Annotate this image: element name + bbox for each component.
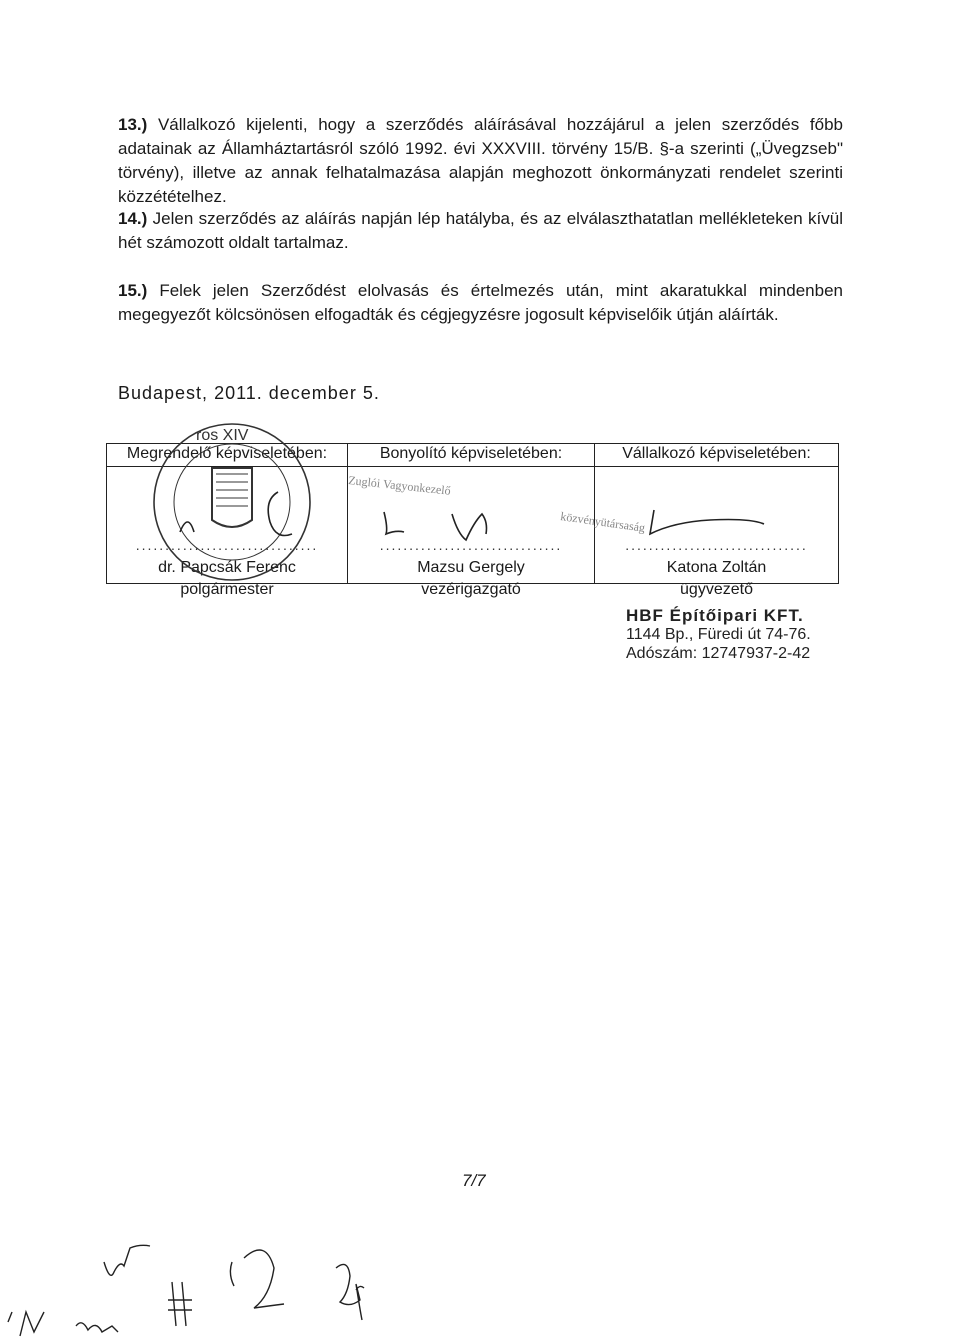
- svg-text:ros XIV: ros XIV: [196, 427, 249, 444]
- signer-title: vezérigazgató: [421, 581, 521, 598]
- signature-vallalkozo: [650, 510, 764, 534]
- paragraph-number: 13.): [118, 115, 148, 134]
- signer-name: dr. Papcsák Ferenc: [158, 559, 296, 576]
- company-name: HBF Építőipari KFT.: [626, 606, 804, 625]
- municipal-seal: [154, 424, 310, 580]
- company-stamp: [626, 606, 811, 663]
- company-tax-number: Adószám: 12747937-2-42: [626, 645, 811, 662]
- svg-text:közvényütársaság: közvényütársaság: [559, 509, 647, 535]
- signature-header-vallalkozo: Vállalkozó képviseletében:: [595, 444, 839, 467]
- paragraph-text: Vállalkozó kijelenti, hogy a szerződés aláírásával hozzájárul a jelen szerződés főbb adatainak az Államháztartásról szóló 1992. évi XXXVIII. törvény 15/B. §-a szerinti („Üvegzseb" törvény), illetve az annak felhatalmazása alapján meghozott önkormányzati rendelet szerinti közzétételhez.: [118, 115, 843, 206]
- initials-handwriting: [8, 1245, 364, 1336]
- signer-name: Mazsu Gergely: [417, 559, 525, 576]
- bonyolito-stamp: [348, 473, 452, 498]
- paragraph-text: Felek jelen Szerződést elolvasás és értelmezés után, mint akaratukkal mindenben megegyezőt kölcsönösen elfogadták és cégjegyzésre jogosult képviselőik útján aláírták.: [118, 281, 843, 324]
- svg-text:Zuglói Vagyonkezelő: Zuglói Vagyonkezelő: [347, 473, 452, 498]
- signature-megrendelo: [180, 492, 292, 536]
- signer-name: Katona Zoltán: [666, 559, 767, 576]
- vallalkozo-stamp: [560, 509, 646, 535]
- signature-line: ...............................: [625, 537, 808, 553]
- signer-title: polgármester: [180, 581, 274, 598]
- signature-line: ...............................: [379, 537, 563, 553]
- paragraph-number: 15.): [118, 281, 148, 300]
- signature-header-bonyolito: Bonyolító képviseletében:: [348, 444, 595, 467]
- signature-header-megrendelo: Megrendelő képviseletében:: [107, 444, 348, 467]
- page-number: 7/7: [462, 1171, 486, 1190]
- place-and-date: Budapest, 2011. december 5.: [118, 383, 380, 403]
- signer-title: ügyvezető: [680, 581, 753, 598]
- paragraph-text: Jelen szerződés az aláírás napján lép hatályba, és az elválaszthatatlan mellékleteken kívül hét számozott oldalt tartalmaz.: [118, 209, 843, 252]
- company-address: 1144 Bp., Füredi út 74-76.: [626, 626, 811, 643]
- signature-bonyolito: [384, 512, 487, 540]
- signature-line: ...............................: [135, 537, 319, 553]
- paragraph-number: 14.): [118, 209, 148, 228]
